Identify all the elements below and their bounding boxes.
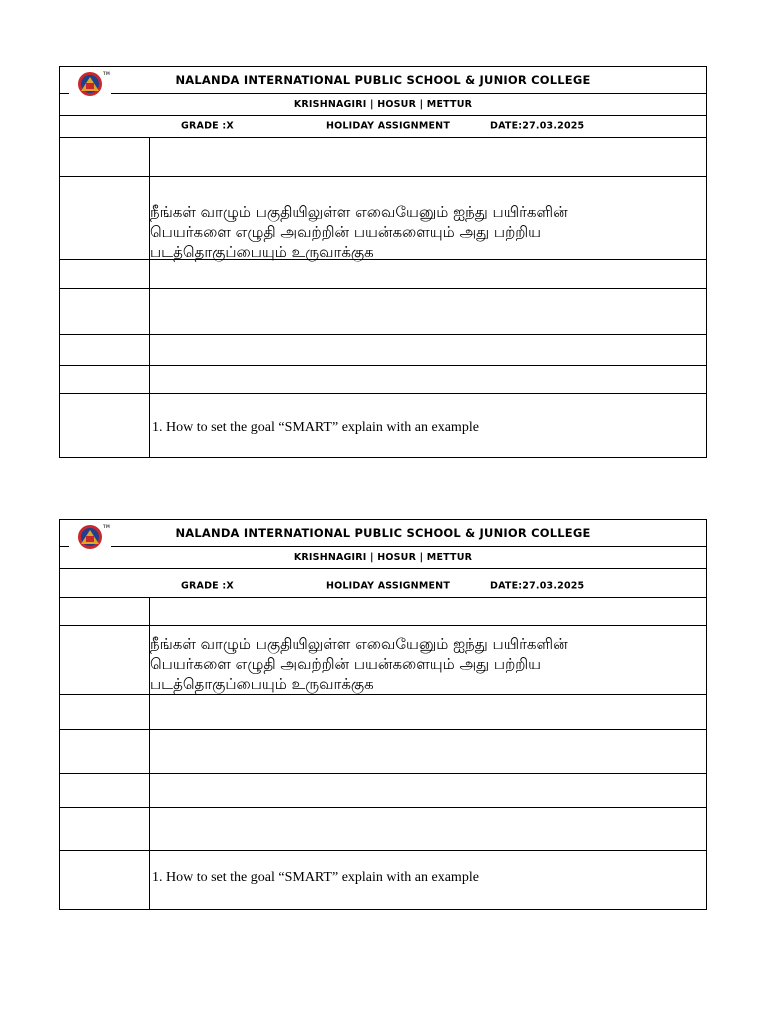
task-cell (150, 260, 706, 288)
task-cell (150, 626, 706, 694)
task-cell (150, 808, 706, 850)
english-task-text: 1. How to set the goal “SMART” explain with an example (152, 420, 479, 435)
grade-label: GRADE :X (181, 580, 234, 592)
table-row (60, 394, 706, 457)
assignment-label: HOLIDAY ASSIGNMENT (326, 120, 450, 132)
subject-cell (60, 260, 150, 288)
grade-label: GRADE :X (181, 120, 234, 132)
table-row (60, 260, 706, 289)
subject-cell (60, 335, 150, 365)
svg-text:TM: TM (103, 524, 111, 529)
table-row (60, 730, 706, 774)
table-row (60, 774, 706, 808)
task-cell (150, 366, 706, 393)
table-row (60, 695, 706, 730)
assignment-sheet-2 (59, 519, 707, 910)
task-cell (150, 289, 706, 334)
title-row (60, 520, 706, 547)
task-cell (150, 598, 706, 625)
meta-row (60, 575, 706, 598)
subject-cell (60, 695, 150, 729)
task-cell (150, 851, 706, 909)
task-cell (150, 695, 706, 729)
locations-row (60, 546, 706, 569)
subject-cell (60, 177, 150, 259)
title-row (60, 67, 706, 94)
subject-cell (60, 808, 150, 850)
table-row (60, 289, 706, 335)
subject-cell (60, 289, 150, 334)
table-row (60, 335, 706, 366)
subject-cell (60, 730, 150, 773)
tamil-task-text: நீங்கள் வாழும் பகுதியிலுள்ள எவையேனும் ஐந்து பயிர்களின் பெயர்களை எழுதி அவற்றின் பயன்களையும் அது பற்றிய படத்தொகுப்பையும் உருவாக்குக (150, 203, 568, 261)
table-row (60, 626, 706, 695)
school-name: NALANDA INTERNATIONAL PUBLIC SCHOOL & JUNIOR COLLEGE (175, 526, 591, 540)
school-name: NALANDA INTERNATIONAL PUBLIC SCHOOL & JUNIOR COLLEGE (175, 73, 591, 87)
table-row (60, 138, 706, 177)
subject-cell (60, 394, 150, 457)
english-task-text: 1. How to set the goal “SMART” explain with an example (152, 870, 479, 885)
school-locations: KRISHNAGIRI | HOSUR | METTUR (293, 551, 473, 563)
date-label: DATE:27.03.2025 (490, 580, 585, 592)
task-cell (150, 730, 706, 773)
table-row (60, 366, 706, 394)
task-cell (150, 138, 706, 176)
school-locations: KRISHNAGIRI | HOSUR | METTUR (293, 98, 473, 110)
table-row (60, 598, 706, 626)
table-row (60, 808, 706, 851)
task-cell (150, 394, 706, 457)
subject-cell (60, 138, 150, 176)
assignment-sheet-1 (59, 66, 707, 458)
tamil-task-text: நீங்கள் வாழும் பகுதியிலுள்ள எவையேனும் ஐந்து பயிர்களின் பெயர்களை எழுதி அவற்றின் பயன்களையும் அது பற்றிய படத்தொகுப்பையும் உருவாக்குக (150, 635, 568, 693)
date-label: DATE:27.03.2025 (490, 120, 585, 132)
task-cell (150, 177, 706, 259)
task-cell (150, 335, 706, 365)
assignment-label: HOLIDAY ASSIGNMENT (326, 580, 450, 592)
table-row (60, 177, 706, 260)
subject-cell (60, 366, 150, 393)
table-row (60, 851, 706, 909)
subject-cell (60, 851, 150, 909)
task-cell (150, 774, 706, 807)
svg-text:TM: TM (103, 71, 111, 76)
subject-cell (60, 598, 150, 625)
locations-row (60, 93, 706, 116)
subject-cell (60, 626, 150, 694)
subject-cell (60, 774, 150, 807)
meta-row (60, 115, 706, 138)
